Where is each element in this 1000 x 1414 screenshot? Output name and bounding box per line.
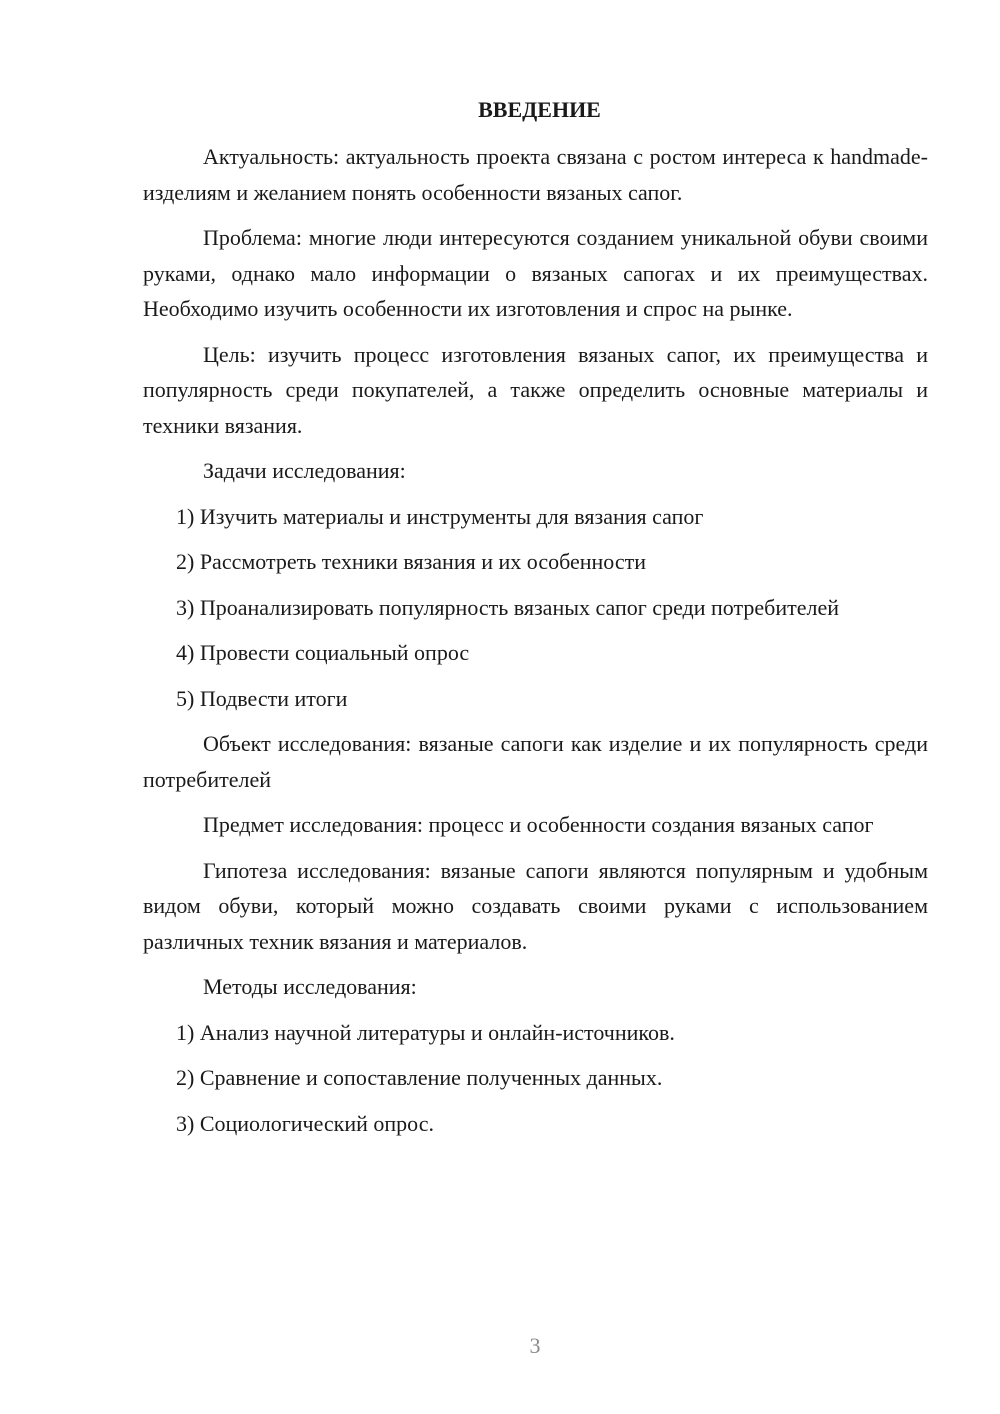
list-item: 1) Анализ научной литературы и онлайн-источников. [176,1019,675,1045]
tasks-list [143,499,928,717]
list-item: 3) Проанализировать популярность вязаных сапог среди потребителей [176,594,840,620]
methods-label: Методы исследования: [203,974,417,999]
goal-paragraph: Цель: изучить процесс изготовления вязаных сапог, их преимущества и популярность среди покупателей, а также определить основные материалы и техники вязания. [143,341,928,438]
hypothesis-paragraph: Гипотеза исследования: вязаные сапоги являются популярным и удобным видом обуви, который можно создавать своими руками с использованием различных техник вязания и материалов. [143,857,928,954]
relevance-paragraph: Актуальность: актуальность проекта связана с ростом интереса к handmade-изделиям и желанием понять особенности вязаных сапог. [143,144,928,205]
list-item: 2) Рассмотреть техники вязания и их особенности [176,549,646,574]
page-title: ВВЕДЕНИЕ [478,97,601,122]
list-item: 2) Сравнение и сопоставление полученных данных. [176,1065,663,1090]
subject-paragraph: Предмет исследования: процесс и особенности создания вязаных сапог [203,812,874,837]
page-number: 3 [529,1333,541,1358]
list-item: 5) Подвести итоги [176,685,348,711]
tasks-label: Задачи исследования: [203,458,406,483]
problem-paragraph: Проблема: многие люди интересуются созданием уникальной обуви своими руками, однако мало информации о вязаных сапогах и их преимуществах. Необходимо изучить особенности их изготовления и спрос на рынке. [143,225,928,321]
list-item: 1) Изучить материалы и инструменты для вязания сапог [176,503,704,529]
list-item: 3) Социологический опрос. [176,1110,434,1136]
methods-list [143,1015,928,1142]
object-paragraph: Объект исследования: вязаные сапоги как изделие и их популярность среди потребителей [143,731,928,792]
document-page [143,95,928,1151]
list-item: 4) Провести социальный опрос [176,640,470,665]
